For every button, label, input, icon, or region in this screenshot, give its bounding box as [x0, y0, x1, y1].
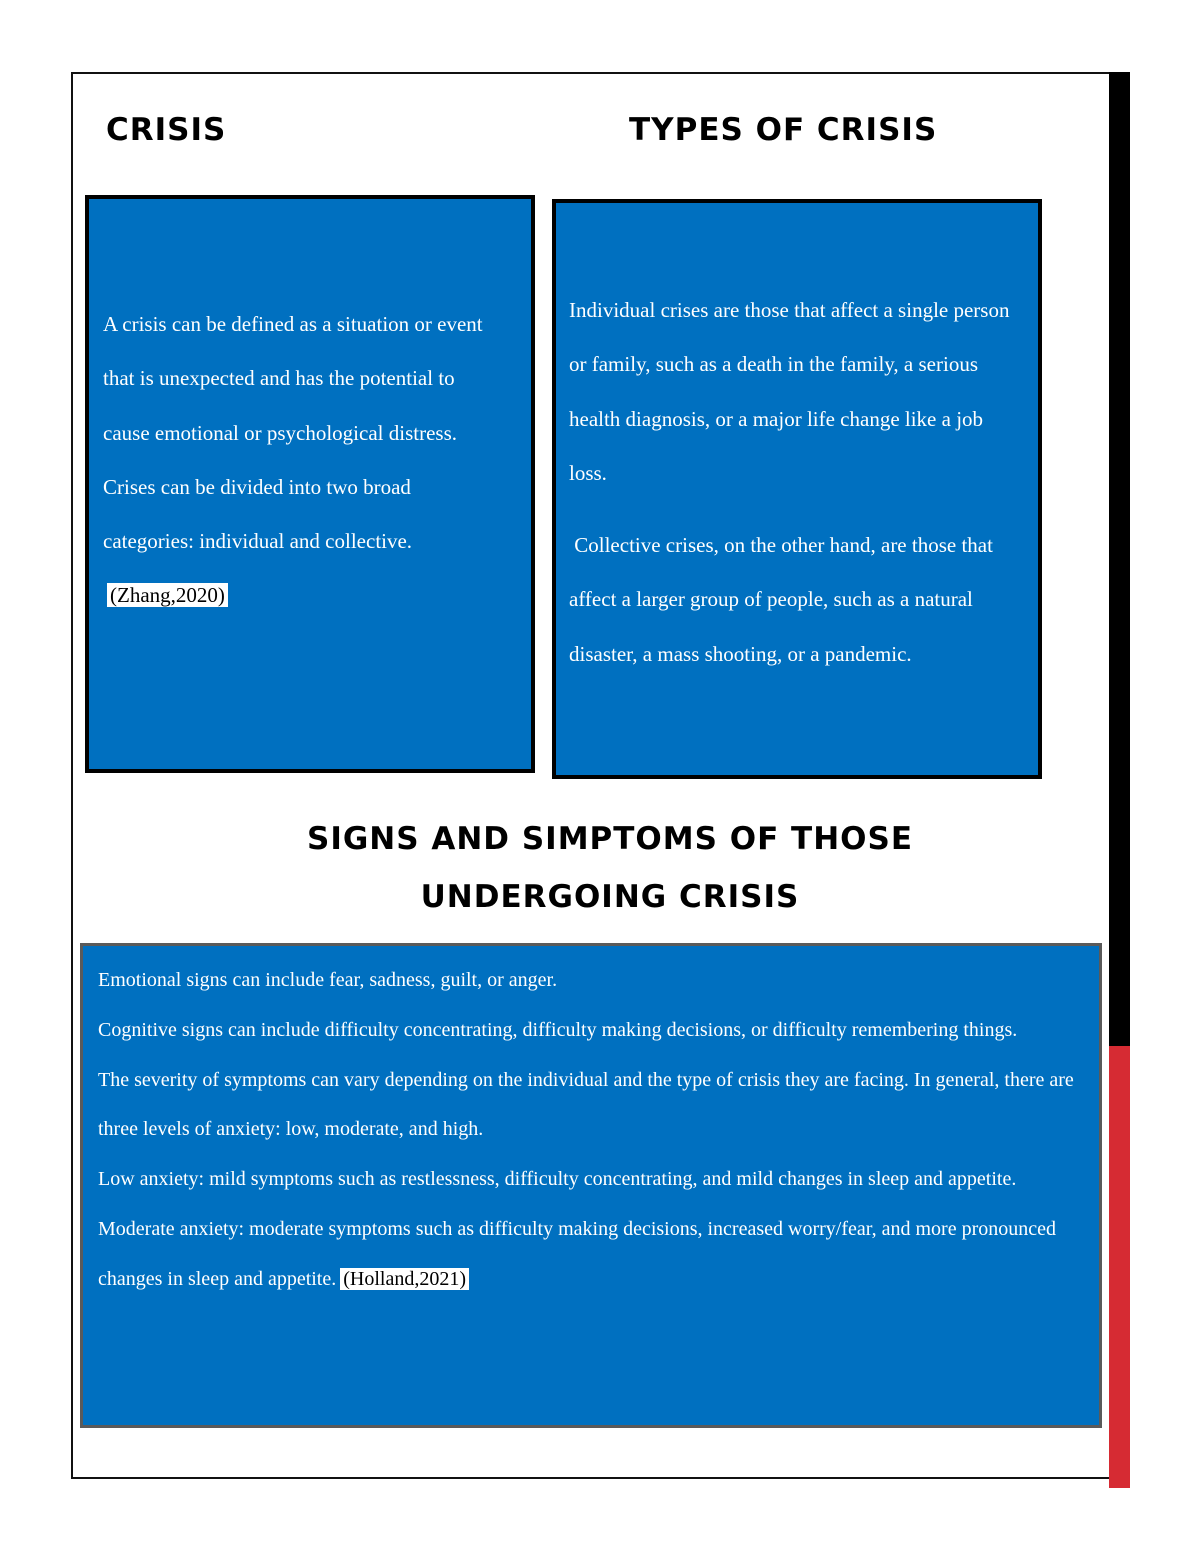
collective-crises-text: Collective crises, on the other hand, are those that affect a larger group of people, such as a natural disaster, a mass shooting, or a pandemic. — [569, 533, 993, 666]
heading-signs-and-symptoms: SIGNS AND SIMPTOMS OF THOSE UNDERGOING CRISIS — [307, 821, 913, 915]
crisis-definition-text: A crisis can be defined as a situation or event that is unexpected and has the potential to cause emotional or psychological distress. Crises can be divided into two broad categories: individual and collective. — [103, 312, 483, 554]
severity-text: The severity of symptoms can vary depending on the individual and the type of crisis they are facing. In general, there are three levels of anxiety: low, moderate, and high. — [98, 1068, 1074, 1141]
signs-citation: (Holland,2021) — [340, 1268, 469, 1290]
heading-types-of-crisis: TYPES OF CRISIS — [629, 112, 938, 148]
moderate-anxiety-text: Moderate anxiety: moderate symptoms such as difficulty making decisions, increased worry/fear, and more pronounced changes in sleep and appetite. (Holland,2021) — [98, 1217, 1056, 1290]
heading-crisis: CRISIS — [106, 112, 227, 148]
side-bar-red — [1109, 1046, 1130, 1488]
emotional-signs-text: Emotional signs can include fear, sadness, guilt, or anger. — [98, 969, 558, 991]
individual-crises-text: Individual crises are those that affect a single person or family, such as a death in the family, a serious health diagnosis, or a major life change like a job loss. — [569, 298, 1010, 485]
crisis-citation: (Zhang,2020) — [107, 583, 228, 607]
side-bar-black — [1109, 72, 1130, 1046]
crisis-definition-box — [85, 195, 535, 773]
types-of-crisis-box — [552, 199, 1042, 779]
signs-and-symptoms-box — [80, 943, 1102, 1428]
low-anxiety-text: Low anxiety: mild symptoms such as restlessness, difficulty concentrating, and mild changes in sleep and appetite. — [98, 1168, 1017, 1191]
cognitive-signs-text: Cognitive signs can include difficulty concentrating, difficulty making decisions, or difficulty remembering things. — [98, 1018, 1018, 1041]
